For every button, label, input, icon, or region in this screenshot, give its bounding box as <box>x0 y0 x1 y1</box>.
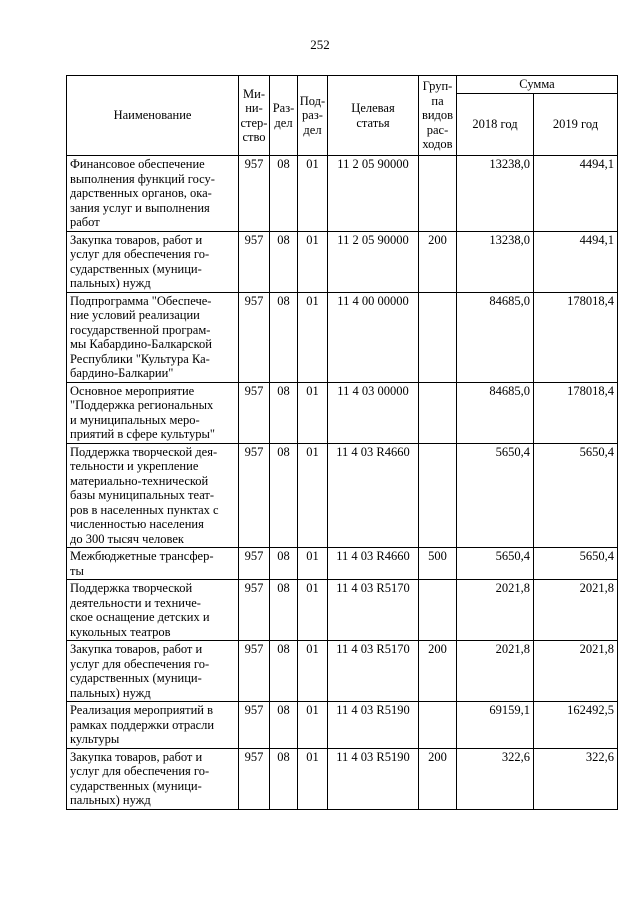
table-row <box>67 548 618 580</box>
row-subsection: 01 <box>298 443 328 548</box>
row-sum-2019: 4494,1 <box>534 231 618 292</box>
row-sum-2019: 178018,4 <box>534 382 618 443</box>
row-sum-2018: 2021,8 <box>457 580 534 641</box>
row-section: 08 <box>270 702 298 749</box>
row-subsection: 01 <box>298 231 328 292</box>
table-body <box>67 156 618 810</box>
row-name: Закупка товаров, работ и услуг для обеспечения го- сударственных (муници- пальных) нужд <box>67 641 239 702</box>
row-expense-group <box>419 702 457 749</box>
row-section: 08 <box>270 292 298 382</box>
row-section: 08 <box>270 548 298 580</box>
row-ministry: 957 <box>239 748 270 809</box>
page-number: 252 <box>310 37 330 52</box>
header-ministry: Ми- ни- стер- ство <box>239 76 270 156</box>
row-target-article: 11 4 00 00000 <box>328 292 419 382</box>
row-subsection: 01 <box>298 641 328 702</box>
header-expense-group: Груп- па видов рас- ходов <box>419 76 457 156</box>
row-sum-2019: 162492,5 <box>534 702 618 749</box>
table-row <box>67 292 618 382</box>
row-sum-2018: 5650,4 <box>457 443 534 548</box>
row-target-article: 11 2 05 90000 <box>328 231 419 292</box>
row-ministry: 957 <box>239 382 270 443</box>
row-ministry: 957 <box>239 580 270 641</box>
table-row <box>67 231 618 292</box>
row-name: Закупка товаров, работ и услуг для обеспечения го- сударственных (муници- пальных) нужд <box>67 748 239 809</box>
row-name: Финансовое обеспечение выполнения функций госу- дарственных органов, ока- зания услуг и выполнения работ <box>67 156 239 232</box>
header-subsection: Под- раз- дел <box>298 76 328 156</box>
row-target-article: 11 4 03 R5170 <box>328 580 419 641</box>
row-ministry: 957 <box>239 548 270 580</box>
row-ministry: 957 <box>239 292 270 382</box>
row-expense-group <box>419 580 457 641</box>
row-target-article: 11 4 03 R5190 <box>328 702 419 749</box>
row-target-article: 11 4 03 R5170 <box>328 641 419 702</box>
row-expense-group <box>419 382 457 443</box>
row-name: Подпрограмма "Обеспече- ние условий реализации государственной програм- мы Кабардино-Балкарской Республики "Культура Ка- бардино-Балкарии" <box>67 292 239 382</box>
row-section: 08 <box>270 641 298 702</box>
row-sum-2018: 69159,1 <box>457 702 534 749</box>
row-ministry: 957 <box>239 231 270 292</box>
row-section: 08 <box>270 382 298 443</box>
row-section: 08 <box>270 748 298 809</box>
row-sum-2019: 322,6 <box>534 748 618 809</box>
row-section: 08 <box>270 443 298 548</box>
row-subsection: 01 <box>298 702 328 749</box>
row-name: Межбюджетные трансфер- ты <box>67 548 239 580</box>
row-sum-2019: 5650,4 <box>534 443 618 548</box>
row-sum-2018: 84685,0 <box>457 382 534 443</box>
row-subsection: 01 <box>298 292 328 382</box>
row-section: 08 <box>270 156 298 232</box>
table-row <box>67 156 618 232</box>
row-name: Поддержка творческой дея- тельности и укрепление материально-технической базы муниципальных теат- ров в населенных пунктах с численностью населения до 300 тысяч человек <box>67 443 239 548</box>
row-sum-2018: 2021,8 <box>457 641 534 702</box>
row-expense-group <box>419 156 457 232</box>
header-section: Раз- дел <box>270 76 298 156</box>
row-subsection: 01 <box>298 548 328 580</box>
row-name: Основное мероприятие "Поддержка региональных и муниципальных меро- приятий в сфере культуры" <box>67 382 239 443</box>
table-row <box>67 580 618 641</box>
row-name: Поддержка творческой деятельности и техниче- ское оснащение детских и кукольных театров <box>67 580 239 641</box>
row-ministry: 957 <box>239 702 270 749</box>
row-target-article: 11 4 03 00000 <box>328 382 419 443</box>
row-sum-2019: 2021,8 <box>534 580 618 641</box>
row-section: 08 <box>270 231 298 292</box>
table-row <box>67 382 618 443</box>
row-ministry: 957 <box>239 156 270 232</box>
table-row <box>67 443 618 548</box>
row-target-article: 11 2 05 90000 <box>328 156 419 232</box>
header-year-2019: 2019 год <box>534 94 618 156</box>
row-subsection: 01 <box>298 748 328 809</box>
row-expense-group: 200 <box>419 231 457 292</box>
row-sum-2019: 5650,4 <box>534 548 618 580</box>
row-target-article: 11 4 03 R5190 <box>328 748 419 809</box>
row-subsection: 01 <box>298 382 328 443</box>
row-expense-group <box>419 443 457 548</box>
row-expense-group: 500 <box>419 548 457 580</box>
row-expense-group: 200 <box>419 641 457 702</box>
row-expense-group: 200 <box>419 748 457 809</box>
row-sum-2018: 322,6 <box>457 748 534 809</box>
table-row <box>67 641 618 702</box>
table-row <box>67 702 618 749</box>
budget-table <box>66 75 618 810</box>
row-sum-2019: 2021,8 <box>534 641 618 702</box>
row-name: Реализация мероприятий в рамках поддержки отрасли культуры <box>67 702 239 749</box>
row-ministry: 957 <box>239 641 270 702</box>
row-subsection: 01 <box>298 156 328 232</box>
row-target-article: 11 4 03 R4660 <box>328 443 419 548</box>
row-name: Закупка товаров, работ и услуг для обеспечения го- сударственных (муници- пальных) нужд <box>67 231 239 292</box>
row-sum-2019: 178018,4 <box>534 292 618 382</box>
header-year-2018: 2018 год <box>457 94 534 156</box>
row-subsection: 01 <box>298 580 328 641</box>
row-section: 08 <box>270 580 298 641</box>
row-ministry: 957 <box>239 443 270 548</box>
header-sum: Сумма <box>457 76 618 94</box>
header-target-article: Целевая статья <box>328 76 419 156</box>
row-sum-2018: 84685,0 <box>457 292 534 382</box>
row-sum-2018: 13238,0 <box>457 156 534 232</box>
header-name: Наименование <box>67 76 239 156</box>
row-expense-group <box>419 292 457 382</box>
row-sum-2018: 5650,4 <box>457 548 534 580</box>
row-sum-2019: 4494,1 <box>534 156 618 232</box>
table-row <box>67 748 618 809</box>
row-sum-2018: 13238,0 <box>457 231 534 292</box>
row-target-article: 11 4 03 R4660 <box>328 548 419 580</box>
